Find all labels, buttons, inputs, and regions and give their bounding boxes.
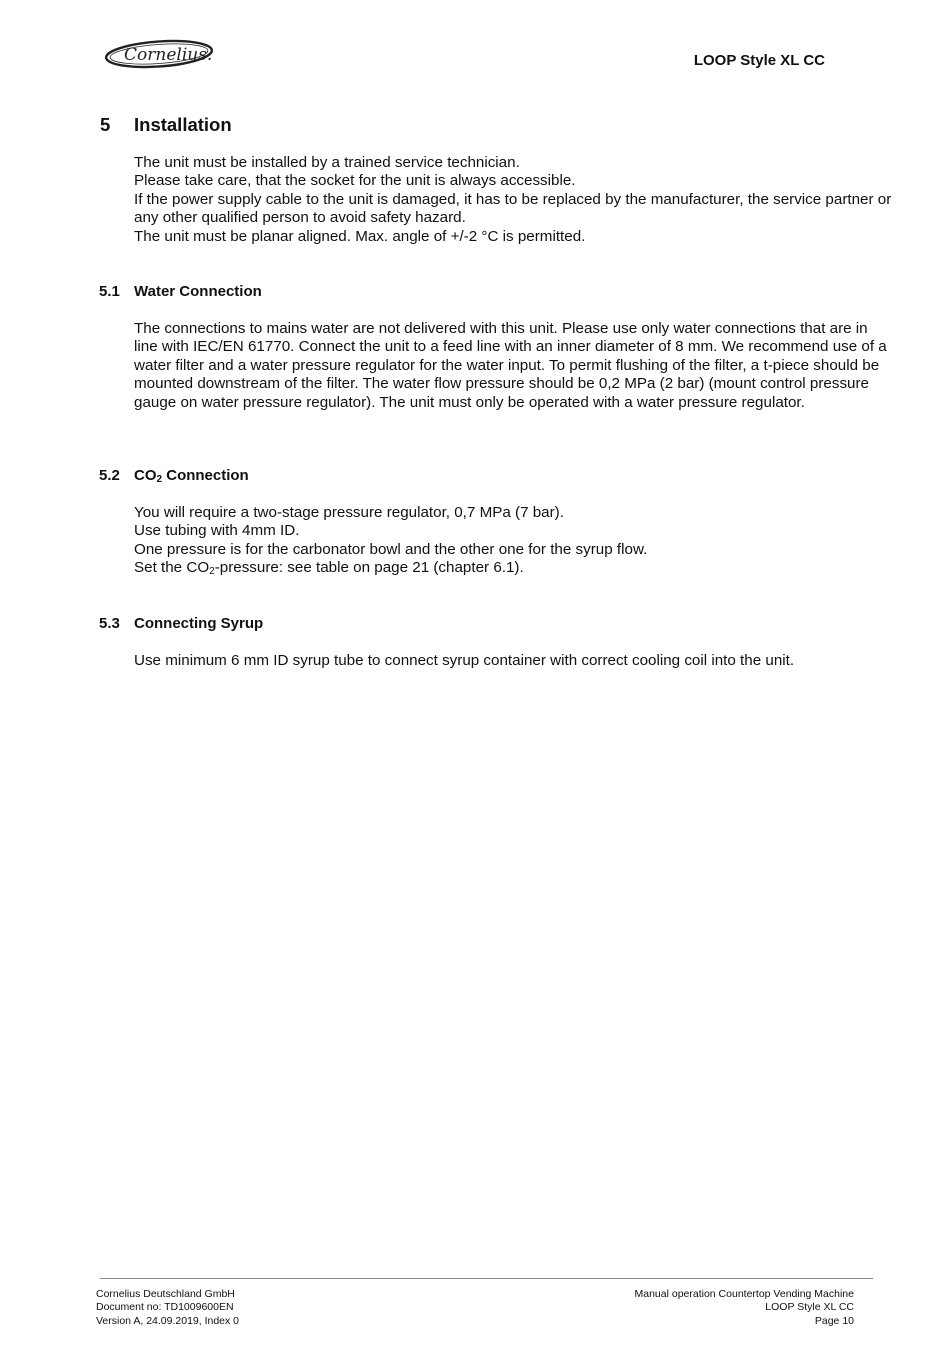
footer-version: Version A, 24.09.2019, Index 0 — [96, 1314, 240, 1327]
paragraph-line: Use tubing with 4mm ID. — [134, 522, 300, 540]
section-body — [134, 154, 894, 246]
paragraph: Use minimum 6 mm ID syrup tube to connect syrup container with correct cooling coil into the unit. — [134, 652, 795, 669]
document-title: LOOP Style XL CC — [693, 52, 825, 69]
paragraph-line: Please take care, that the socket for the unit is always accessible. — [134, 172, 576, 190]
footer-manual-title: Manual operation Countertop Vending Machine — [634, 1288, 854, 1300]
footer-divider — [100, 1278, 873, 1279]
subsection-title: $CO_2$ Connection — [134, 467, 249, 485]
section-number: 5 — [100, 114, 111, 135]
subsection-title: Water Connection — [134, 283, 262, 300]
paragraph-line: If the power supply cable to the unit is damaged, it has to be replaced by the manufacturer, the service partner or any other qualified person to avoid safety hazard. — [134, 190, 892, 227]
paragraph: The connections to mains water are not delivered with this unit. Please use only water connections that are in line with IEC/EN 61770. Connect the unit to a feed line with an inner diameter of 8 mm. We recommend use of a water filter and a water pressure regulator for the water input. To permit flushing of the filter, a t-piece should be mounted downstream of the filter. The water flow pressure should be 0,2 MPa (2 bar) (mount control pressure gauge on water pressure regulator). The unit must only be operated with a water pressure regulator. — [134, 320, 887, 411]
subsection-heading-co2 — [99, 467, 249, 485]
subsection-body-water — [134, 320, 894, 412]
subsection-title: Connecting Syrup — [134, 615, 264, 632]
footer-document-no: Document no: TD1009600EN — [96, 1301, 234, 1314]
footer-left — [96, 1288, 239, 1328]
section-heading — [100, 114, 232, 136]
cornelius-logo — [104, 38, 214, 70]
paragraph-line: Set the $CO_2$-pressure: see table on page 21 (chapter 6.1). — [134, 559, 524, 578]
paragraph-line: You will require a two-stage pressure regulator, 0,7 MPa (7 bar). — [134, 504, 564, 521]
subsection-number: 5.2 — [99, 467, 120, 484]
footer-page-number: Page 10 — [814, 1314, 854, 1327]
subsection-body-co2 — [134, 504, 894, 582]
footer-product: LOOP Style XL CC — [765, 1301, 854, 1314]
paragraph-line: The unit must be planar aligned. Max. angle of +/-2 °C is permitted. — [134, 227, 586, 245]
svg-text:Cornelius.: Cornelius. — [124, 45, 213, 65]
subsection-body-syrup — [134, 652, 894, 670]
subsection-heading-syrup — [99, 615, 263, 632]
paragraph-line: The unit must be installed by a trained service technician. — [134, 154, 520, 171]
subsection-heading-water — [99, 283, 262, 300]
section-title: Installation — [134, 114, 232, 135]
subsection-number: 5.3 — [99, 615, 120, 632]
footer-right — [635, 1288, 855, 1328]
footer-company: Cornelius Deutschland GmbH — [96, 1288, 235, 1300]
paragraph-line: One pressure is for the carbonator bowl and the other one for the syrup flow. — [134, 540, 648, 558]
subsection-number: 5.1 — [99, 283, 120, 300]
